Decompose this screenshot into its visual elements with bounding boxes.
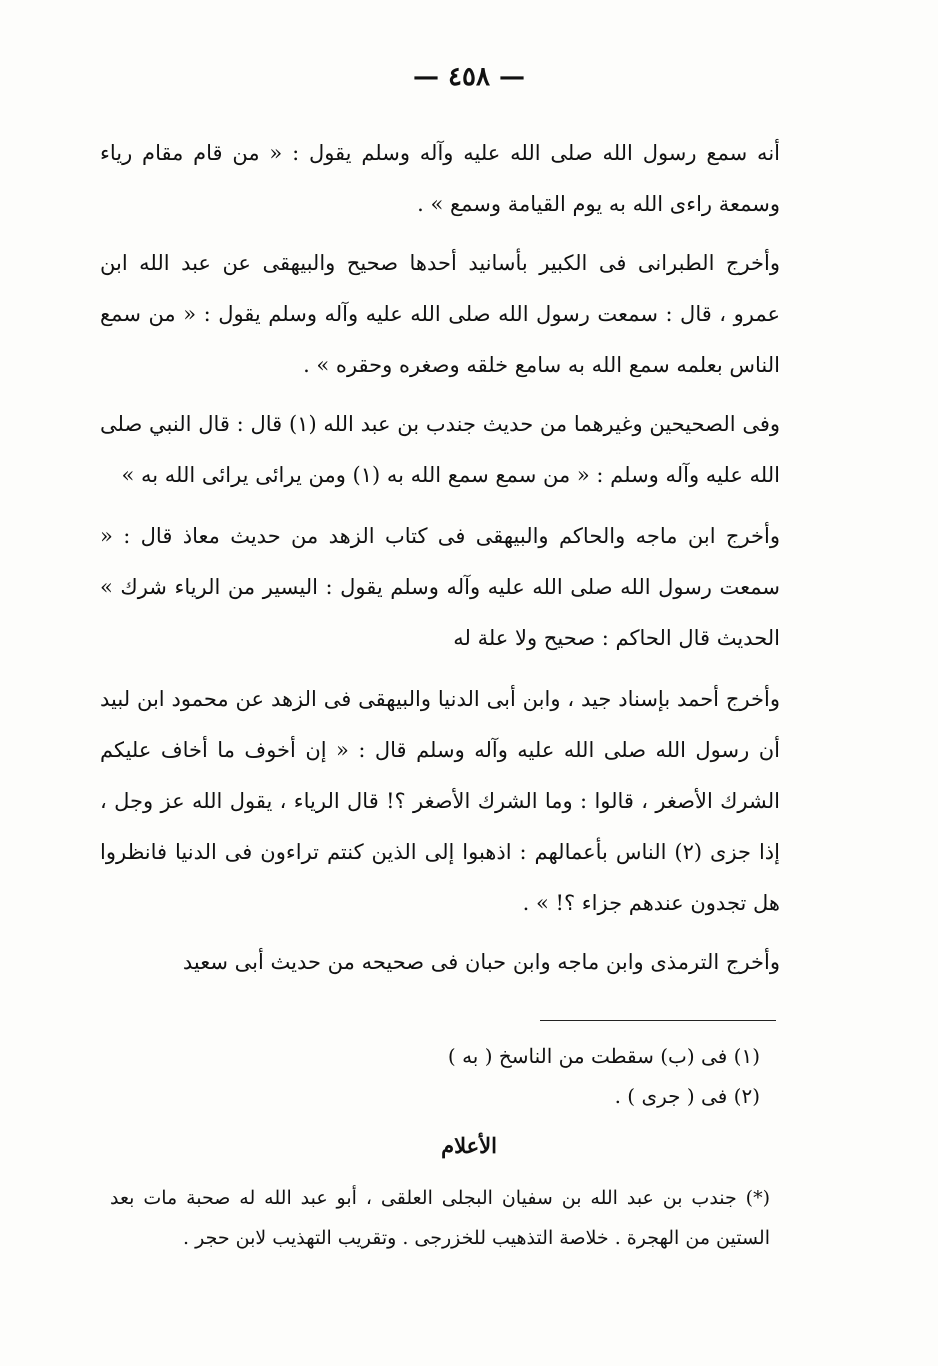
paragraph-4: وأخرج ابن ماجه والحاكم والبيهقى فى كتاب الزهد من حديث معاذ قال : « سمعت رسول الله صلى الله عليه وآله وسلم يقول : اليسير من الرياء شرك » الحديث قال الحاكم : صحيح ولا علة له [100,524,780,650]
paragraph-6: وأخرج الترمذى وابن ماجه وابن حبان فى صحيحه من حديث أبى سعيد [182,950,780,974]
section-title: الأعلام [441,1133,497,1158]
main-text [100,128,780,998]
page-number: — ٤٥٨ — [412,62,526,92]
paragraph-2: وأخرج الطبرانى فى الكبير بأسانيد أحدها صحيح والبيهقى عن عبد الله ابن عمرو ، قال : سمعت رسول الله صلى الله عليه وآله وسلم يقول : « من سمع الناس بعلمه سمع الله به سامع خلقه وصغره وحقره » . [100,251,780,377]
paragraph-3: وفى الصحيحين وغيرهما من حديث جندب بن عبد الله (١) قال : قال النبي صلى الله عليه وآله وسلم : « من سمع سمع الله به (١) ومن يرائى يرائى الله به » [100,412,780,487]
footnote-2: (٢) فى ( جرى ) . [614,1084,760,1108]
biography-note: (*) جندب بن عبد الله بن سفيان البجلى العلقى ، أبو عبد الله له صحبة مات بعد الستين من الهجرة . خلاصة التذهيب للخزرجى . وتقريب التهذيب لابن حجر . [110,1187,770,1249]
footnote-divider [540,1020,776,1021]
paragraph-5: وأخرج أحمد بإسناد جيد ، وابن أبى الدنيا والبيهقى فى الزهد عن محمود ابن لبيد أن رسول الله صلى الله عليه وآله وسلم قال : « إن أخوف ما أخاف عليكم الشرك الأصغر ، قالوا : وما الشرك الأصغر ؟! قال الرياء ، يقول الله عز وجل ، إذا جزى (٢) الناس بأعمالهم : اذهبوا إلى الذين كنتم تراءون فى الدنيا فانظروا هل تجدون عندهم جزاء ؟! » . [100,687,780,915]
footnote-1: (١) فى (ب) سقطت من الناسخ ( به ) [447,1044,760,1068]
footnotes [300,1036,760,1116]
paragraph-1: أنه سمع رسول الله صلى الله عليه وآله وسلم يقول : « من قام مقام رياء وسمعة راءى الله به يوم القيامة وسمع » . [100,141,780,216]
